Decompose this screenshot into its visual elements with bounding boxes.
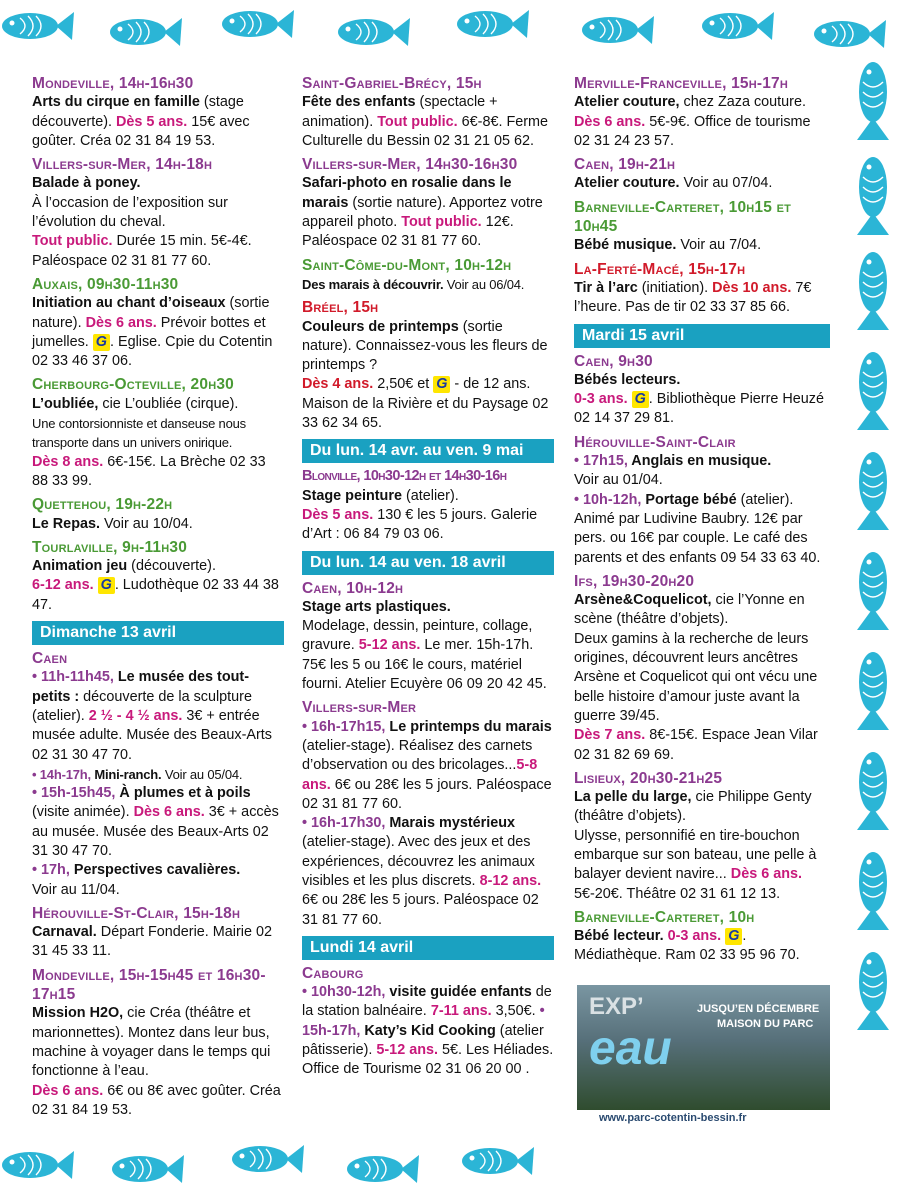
event-text: (atelier pâtisserie).: [302, 1022, 544, 1059]
event-text: 5€. Les Héliades. Office de Tourisme 02 31 06 20 00 .: [302, 1042, 554, 1078]
event: [302, 467, 554, 544]
event-location: Blonville, 10h30-12h et 14h30-16h: [302, 468, 507, 485]
age-label: Dès 5 ans.: [116, 113, 188, 130]
fish-icon: [857, 852, 889, 930]
event-location: Mondeville, 14h-16h30: [32, 75, 194, 92]
event-location: Barneville-Carteret, 10h15 et 10h45: [574, 198, 792, 236]
event-title: Bébés lecteurs.: [574, 371, 681, 388]
event-text: 6€-8€. Ferme Culturelle du Bessin 02 31 21 05 62.: [302, 113, 549, 149]
column-2: [302, 74, 554, 1084]
age-label: 2 ½ - 4 ½ ans.: [88, 707, 183, 724]
gratuit-badge: G: [632, 391, 649, 408]
event-title: Carnaval.: [32, 924, 97, 941]
event-title: Fête des enfants: [302, 94, 416, 111]
event-text: 3€ + entrée musée adulte. Musée des Beaux-Arts 02 31 30 47 70.: [32, 707, 272, 763]
event-title: L’oubliée,: [32, 395, 99, 412]
age-label: Dès 5 ans.: [302, 506, 374, 523]
date-header: Mardi 15 avril: [574, 324, 830, 348]
event-text: 6€ ou 28€ les 5 jours. Paléospace 02 31 81 77 60.: [302, 776, 552, 812]
event-location: Caen: [32, 650, 68, 668]
event-text: 3€ + accès au musée. Musée des Beaux-Arts 02 31 30 47 70.: [32, 804, 279, 859]
fish-icon: [857, 452, 889, 530]
event-location: Merville-Franceville, 15h-17h: [574, 75, 789, 92]
fish-icon: [582, 16, 654, 44]
event-text: 5€-9€. Office de tourisme 02 31 24 23 57.: [574, 113, 811, 149]
event-location: Cherbourg-Octeville, 20h30: [32, 376, 234, 394]
event-title: Katy’s Kid Cooking: [360, 1022, 496, 1039]
fish-icon: [222, 10, 294, 38]
gratuit-badge: G: [98, 577, 115, 594]
event-text: 2,50€ et: [373, 376, 434, 393]
event-text: Voir au 11/04.: [32, 881, 120, 898]
ad-date-text: JUSQU’EN DÉCEMBRE: [697, 1003, 820, 1015]
event-title: Anglais en musique.: [627, 453, 772, 470]
date-header: Dimanche 13 avril: [32, 621, 284, 645]
fish-icon: [702, 12, 774, 40]
event-title: Bébé musique.: [574, 237, 677, 254]
event-text: . Bibliothèque Pierre Heuzé 02 14 37 29 81.: [574, 391, 824, 427]
event-text: Voir au 10/04.: [99, 515, 193, 532]
event-text: 130 € les 5 jours. Galerie d’Art : 06 84 79 03 06.: [302, 506, 538, 543]
event-text: Deux gamins à la recherche de leurs origines, découvrent leurs ancêtres Arsène et Coquelicot qui ont vécu une belle histoire d’amour juste avant la guerre 39/45.: [574, 630, 818, 724]
event-location: Saint-Gabriel-Brécy, 15h: [302, 75, 482, 92]
event: [32, 966, 284, 1120]
event-title: Stage arts plastiques.: [302, 598, 451, 615]
event: [32, 649, 284, 900]
event-text: Une contorsionniste et danseuse nous transporte dans un univers onirique.: [32, 416, 246, 451]
event: [302, 74, 554, 151]
event-title: Initiation au chant d’oiseaux: [32, 295, 226, 312]
event-text: Voir au 01/04.: [574, 472, 663, 489]
event: [32, 538, 284, 615]
event: [574, 260, 830, 318]
event-text: 8€-15€. Espace Jean Vilar 02 31 82 69 69.: [574, 727, 818, 763]
event-text: cie l’Yonne en scène (théâtre d’objets).: [574, 592, 805, 628]
age-label: 5-12 ans.: [376, 1042, 438, 1059]
event-time: • 16h-17h30,: [302, 815, 386, 832]
event-text: . Ludothèque 02 33 44 38 47.: [32, 577, 279, 613]
fish-icon: [857, 552, 889, 630]
event-text: 12€. Paléospace 02 31 81 77 60.: [302, 214, 514, 250]
event-text: Ulysse, personnifié en tire-bouchon embarque sur son bateau, une pelle à balayer devient navire...: [574, 827, 817, 883]
event: [32, 155, 284, 271]
event-text: (visite animée).: [32, 804, 134, 821]
event-title: Atelier couture,: [574, 94, 680, 111]
age-label: Dès 6 ans.: [133, 804, 205, 821]
event-time: • 10h30-12h,: [302, 984, 386, 1001]
age-label: 5-12 ans.: [358, 637, 421, 654]
event-location: Mondeville, 15h-15h45 et 16h30-17h15: [32, 966, 266, 1004]
event-text: Durée 15 min. 5€-4€. Paléospace 02 31 81 77 60.: [32, 233, 252, 269]
event-title: Couleurs de printemps: [302, 318, 459, 335]
event-text: 5€-20€. Théâtre 02 31 61 12 13.: [574, 885, 781, 902]
event-title: Atelier couture.: [574, 175, 680, 192]
event: [302, 964, 554, 1080]
age-label: Dès 6 ans.: [730, 866, 802, 883]
fish-icon: [2, 12, 74, 40]
age-label: 8-12 ans.: [479, 872, 542, 889]
age-label: 7-11 ans.: [430, 1003, 492, 1020]
fish-icon: [857, 157, 889, 235]
event-location: Villers-sur-Mer, 14h30-16h30: [302, 156, 518, 174]
age-label: Dès 4 ans.: [302, 376, 374, 393]
event-title: Le printemps du marais: [385, 718, 552, 735]
event-title: Portage bébé: [641, 491, 737, 508]
age-label: Dès 7 ans.: [574, 727, 646, 744]
event-text: découverte de la sculpture (atelier).: [32, 688, 252, 724]
event-location: Auxais, 09h30-11h30: [32, 275, 179, 293]
event-text: (atelier). Animé par Ludivine Baubry. 12€ par pers. ou 16€ par couple. Le café des parents et des enfants 09 54 33 63 40.: [574, 491, 821, 566]
event-location: Ifs, 19h30-20h20: [574, 572, 695, 590]
event-text: (atelier-stage). Réalisez des carnets d’observation ou des bricolages...: [302, 737, 533, 774]
event-text: (sortie nature).: [32, 295, 270, 331]
event-location: Lisieux, 20h30-21h25: [574, 769, 723, 787]
event-text: (découverte).: [127, 558, 216, 575]
fish-border-bottom: [0, 1135, 903, 1195]
fish-icon: [457, 10, 529, 38]
event-location: Saint-Côme-du-Mont, 10h-12h: [302, 256, 512, 274]
fish-icon: [462, 1147, 534, 1175]
gratuit-badge: G: [93, 334, 110, 351]
event-title: Tir à l’arc: [574, 279, 638, 296]
ad-exp-text: EXP’: [589, 993, 644, 1020]
event-text: Prévoir bottes et jumelles.: [32, 314, 266, 350]
exhibition-ad[interactable]: [577, 985, 830, 1141]
event-text: 6€-15€. La Brèche 02 33 88 33 99.: [32, 453, 266, 489]
age-label: Dès 6 ans.: [574, 113, 646, 130]
event-location: Cabourg: [302, 964, 364, 982]
event-location: Caen, 10h-12h: [302, 579, 404, 597]
event: [574, 198, 830, 256]
event: [302, 155, 554, 251]
gratuit-badge: G: [725, 928, 742, 945]
event: [32, 375, 284, 491]
event: [574, 572, 830, 765]
age-label: Dès 8 ans.: [32, 453, 104, 470]
event: [32, 904, 284, 962]
event-title: Marais mystérieux: [385, 815, 516, 832]
fish-icon: [110, 18, 182, 46]
event-text: Voir au 05/04.: [161, 766, 243, 782]
event-title: Bébé lecteur.: [574, 928, 664, 945]
event-title: Arts du cirque en famille: [32, 94, 200, 111]
event: [302, 298, 554, 433]
event-text: (spectacle + animation).: [302, 94, 498, 130]
fish-icon: [857, 752, 889, 830]
fish-icon: [232, 1145, 304, 1173]
event-time: • 14h-17h,: [32, 766, 91, 782]
fish-icon: [2, 1151, 74, 1179]
age-label: Dès 10 ans.: [712, 279, 792, 296]
event-text: (atelier-stage). Avec des jeux et des expériences, découvrez les animaux visibles et les plus discrets.: [302, 834, 535, 889]
age-label: 5-8 ans.: [302, 757, 538, 793]
column-3: [574, 74, 830, 970]
event-text: cie L’oubliée (cirque).: [98, 395, 239, 412]
event-text: (initiation).: [637, 279, 713, 296]
fish-icon: [347, 1155, 419, 1183]
event: [302, 698, 554, 930]
event-time: • 16h-17h15,: [302, 718, 386, 735]
age-label: Tout public.: [32, 233, 113, 250]
gratuit-badge: G: [433, 376, 450, 393]
event-title: Mini-ranch.: [90, 766, 162, 782]
ad-url-link[interactable]: www.parc-cotentin-bessin.fr: [599, 1112, 747, 1124]
event-text: (stage découverte).: [32, 94, 244, 130]
event-location: Hérouville-Saint-Clair: [574, 433, 736, 451]
date-header: Lundi 14 avril: [302, 936, 554, 960]
event-title: Perspectives cavalières.: [69, 862, 241, 879]
event-title: Des marais à découvrir.: [302, 276, 444, 292]
event: [574, 769, 830, 904]
event-text: - de 12 ans. Maison de la Rivière et du Paysage 02 33 62 34 65.: [302, 376, 549, 432]
fish-border-right: [838, 60, 903, 1070]
event-time: • 11h-11h45,: [32, 669, 114, 686]
event-title: La pelle du large,: [574, 789, 692, 806]
event-time: • 15h-17h,: [302, 1003, 545, 1039]
event: [574, 352, 830, 429]
event-location: Barneville-Carteret, 10h: [574, 908, 755, 926]
event-text: cie Philippe Genty (théâtre d’objets).: [574, 789, 812, 825]
event-text: . Eglise. Cpie du Cotentin 02 33 46 37 06.: [32, 333, 273, 370]
event-location: Hérouville-St-Clair, 15h-18h: [32, 904, 241, 922]
age-label: Tout public.: [377, 113, 458, 130]
event-text: cie Créa (théâtre et marionnettes). Montez dans leur bus, machine à voyager dans le temps qui fonctionne à l’eau.: [32, 1005, 271, 1080]
age-label: 0-3 ans.: [663, 928, 722, 945]
event-text: 6€ ou 8€ avec goûter. Créa 02 31 84 19 53.: [32, 1082, 281, 1118]
event: [574, 908, 830, 966]
fish-icon: [857, 352, 889, 430]
event-title: Safari-photo en rosalie dans le marais: [302, 175, 512, 211]
ad-venue-text: MAISON DU PARC: [717, 1018, 814, 1030]
age-label: 6-12 ans.: [32, 577, 94, 594]
age-label: Tout public.: [401, 214, 482, 231]
event-text: (sortie nature). Connaissez-vous les fleurs de printemps ?: [302, 318, 548, 374]
event-location: Tourlaville, 9h-11h30: [32, 538, 188, 556]
fish-icon: [338, 18, 410, 46]
event-text: Le mer. 15h-17h. 75€ les 5 ou 16€ le cours, matériel fourni. Atelier Ecuyère 06 09 20 42 45.: [302, 637, 547, 693]
event: [32, 495, 284, 534]
event-text: Voir au 7/04.: [676, 237, 762, 254]
event-title: visite guidée enfants: [385, 984, 532, 1001]
event-text: de la station balnéaire.: [302, 984, 552, 1020]
fish-icon: [857, 252, 889, 330]
fish-icon: [857, 62, 889, 140]
fish-icon: [814, 20, 886, 48]
event: [32, 74, 284, 151]
event-text: Voir au 06/04.: [443, 276, 525, 292]
column-1: [32, 74, 284, 1124]
event: [574, 74, 830, 151]
date-header: Du lun. 14 avr. au ven. 9 mai: [302, 439, 554, 463]
event-title: Animation jeu: [32, 558, 128, 575]
event-location: Caen, 19h-21h: [574, 156, 676, 174]
event-time: • 10h-12h,: [574, 491, 642, 508]
event: [32, 275, 284, 371]
event-text: À l’occasion de l’exposition sur l’évolution du cheval.: [32, 194, 228, 231]
event-text: 3,50€.: [491, 1003, 540, 1020]
event-text: chez Zaza couture.: [679, 94, 806, 111]
event-location: Quettehou, 19h-22h: [32, 496, 173, 514]
fish-border-top: [0, 0, 903, 60]
age-label: 0-3 ans.: [574, 391, 628, 408]
event-text: 15€ avec goûter. Créa 02 31 84 19 53.: [32, 113, 250, 149]
event-text: 6€ ou 28€ les 5 jours. Paléospace 02 31 81 77 60.: [302, 892, 539, 928]
event-time: • 17h15,: [574, 453, 628, 470]
event: [574, 433, 830, 568]
event: [302, 579, 554, 695]
event-time: • 17h,: [32, 862, 70, 879]
event-title: Le musée des tout-petits :: [32, 669, 249, 705]
event-location: Villers-sur-Mer: [302, 699, 417, 717]
fish-icon: [857, 652, 889, 730]
event-title: À plumes et à poils: [115, 785, 251, 802]
event-text: (sortie nature). Apportez votre appareil photo.: [302, 194, 543, 231]
age-label: Dès 6 ans.: [32, 1082, 104, 1099]
event-title: Mission H2O,: [32, 1005, 124, 1022]
event-location: La-Ferté-Macé, 15h-17h: [574, 260, 746, 278]
event-title: Balade à poney.: [32, 175, 141, 192]
event-text: . Médiathèque. Ram 02 33 95 96 70.: [574, 928, 800, 964]
event-time: • 15h-15h45,: [32, 785, 116, 802]
age-label: Dès 6 ans.: [85, 314, 157, 331]
ad-eau-text: eau: [589, 1022, 672, 1075]
event-title: Le Repas.: [32, 515, 100, 532]
fish-icon: [112, 1155, 184, 1183]
event-title: Arsène&Coquelicot,: [574, 592, 712, 609]
event-location: Bréel, 15h: [302, 299, 379, 317]
date-header: Du lun. 14 au ven. 18 avril: [302, 551, 554, 575]
event: [574, 155, 830, 194]
event-text: Départ Fonderie. Mairie 02 31 45 33 11.: [32, 924, 272, 960]
fish-icon: [857, 952, 889, 1030]
event-location: Villers-sur-Mer, 14h-18h: [32, 156, 213, 174]
event-location: Caen, 9h30: [574, 352, 653, 370]
event-text: Voir au 07/04.: [679, 175, 773, 192]
event-text: 7€ l’heure. Pas de tir 02 33 37 85 66.: [574, 279, 812, 316]
event: [302, 256, 554, 295]
event-text: Modelage, dessin, peinture, collage, gravure.: [302, 618, 533, 654]
event-text: (atelier).: [401, 487, 459, 504]
event-title: Stage peinture: [302, 487, 402, 504]
